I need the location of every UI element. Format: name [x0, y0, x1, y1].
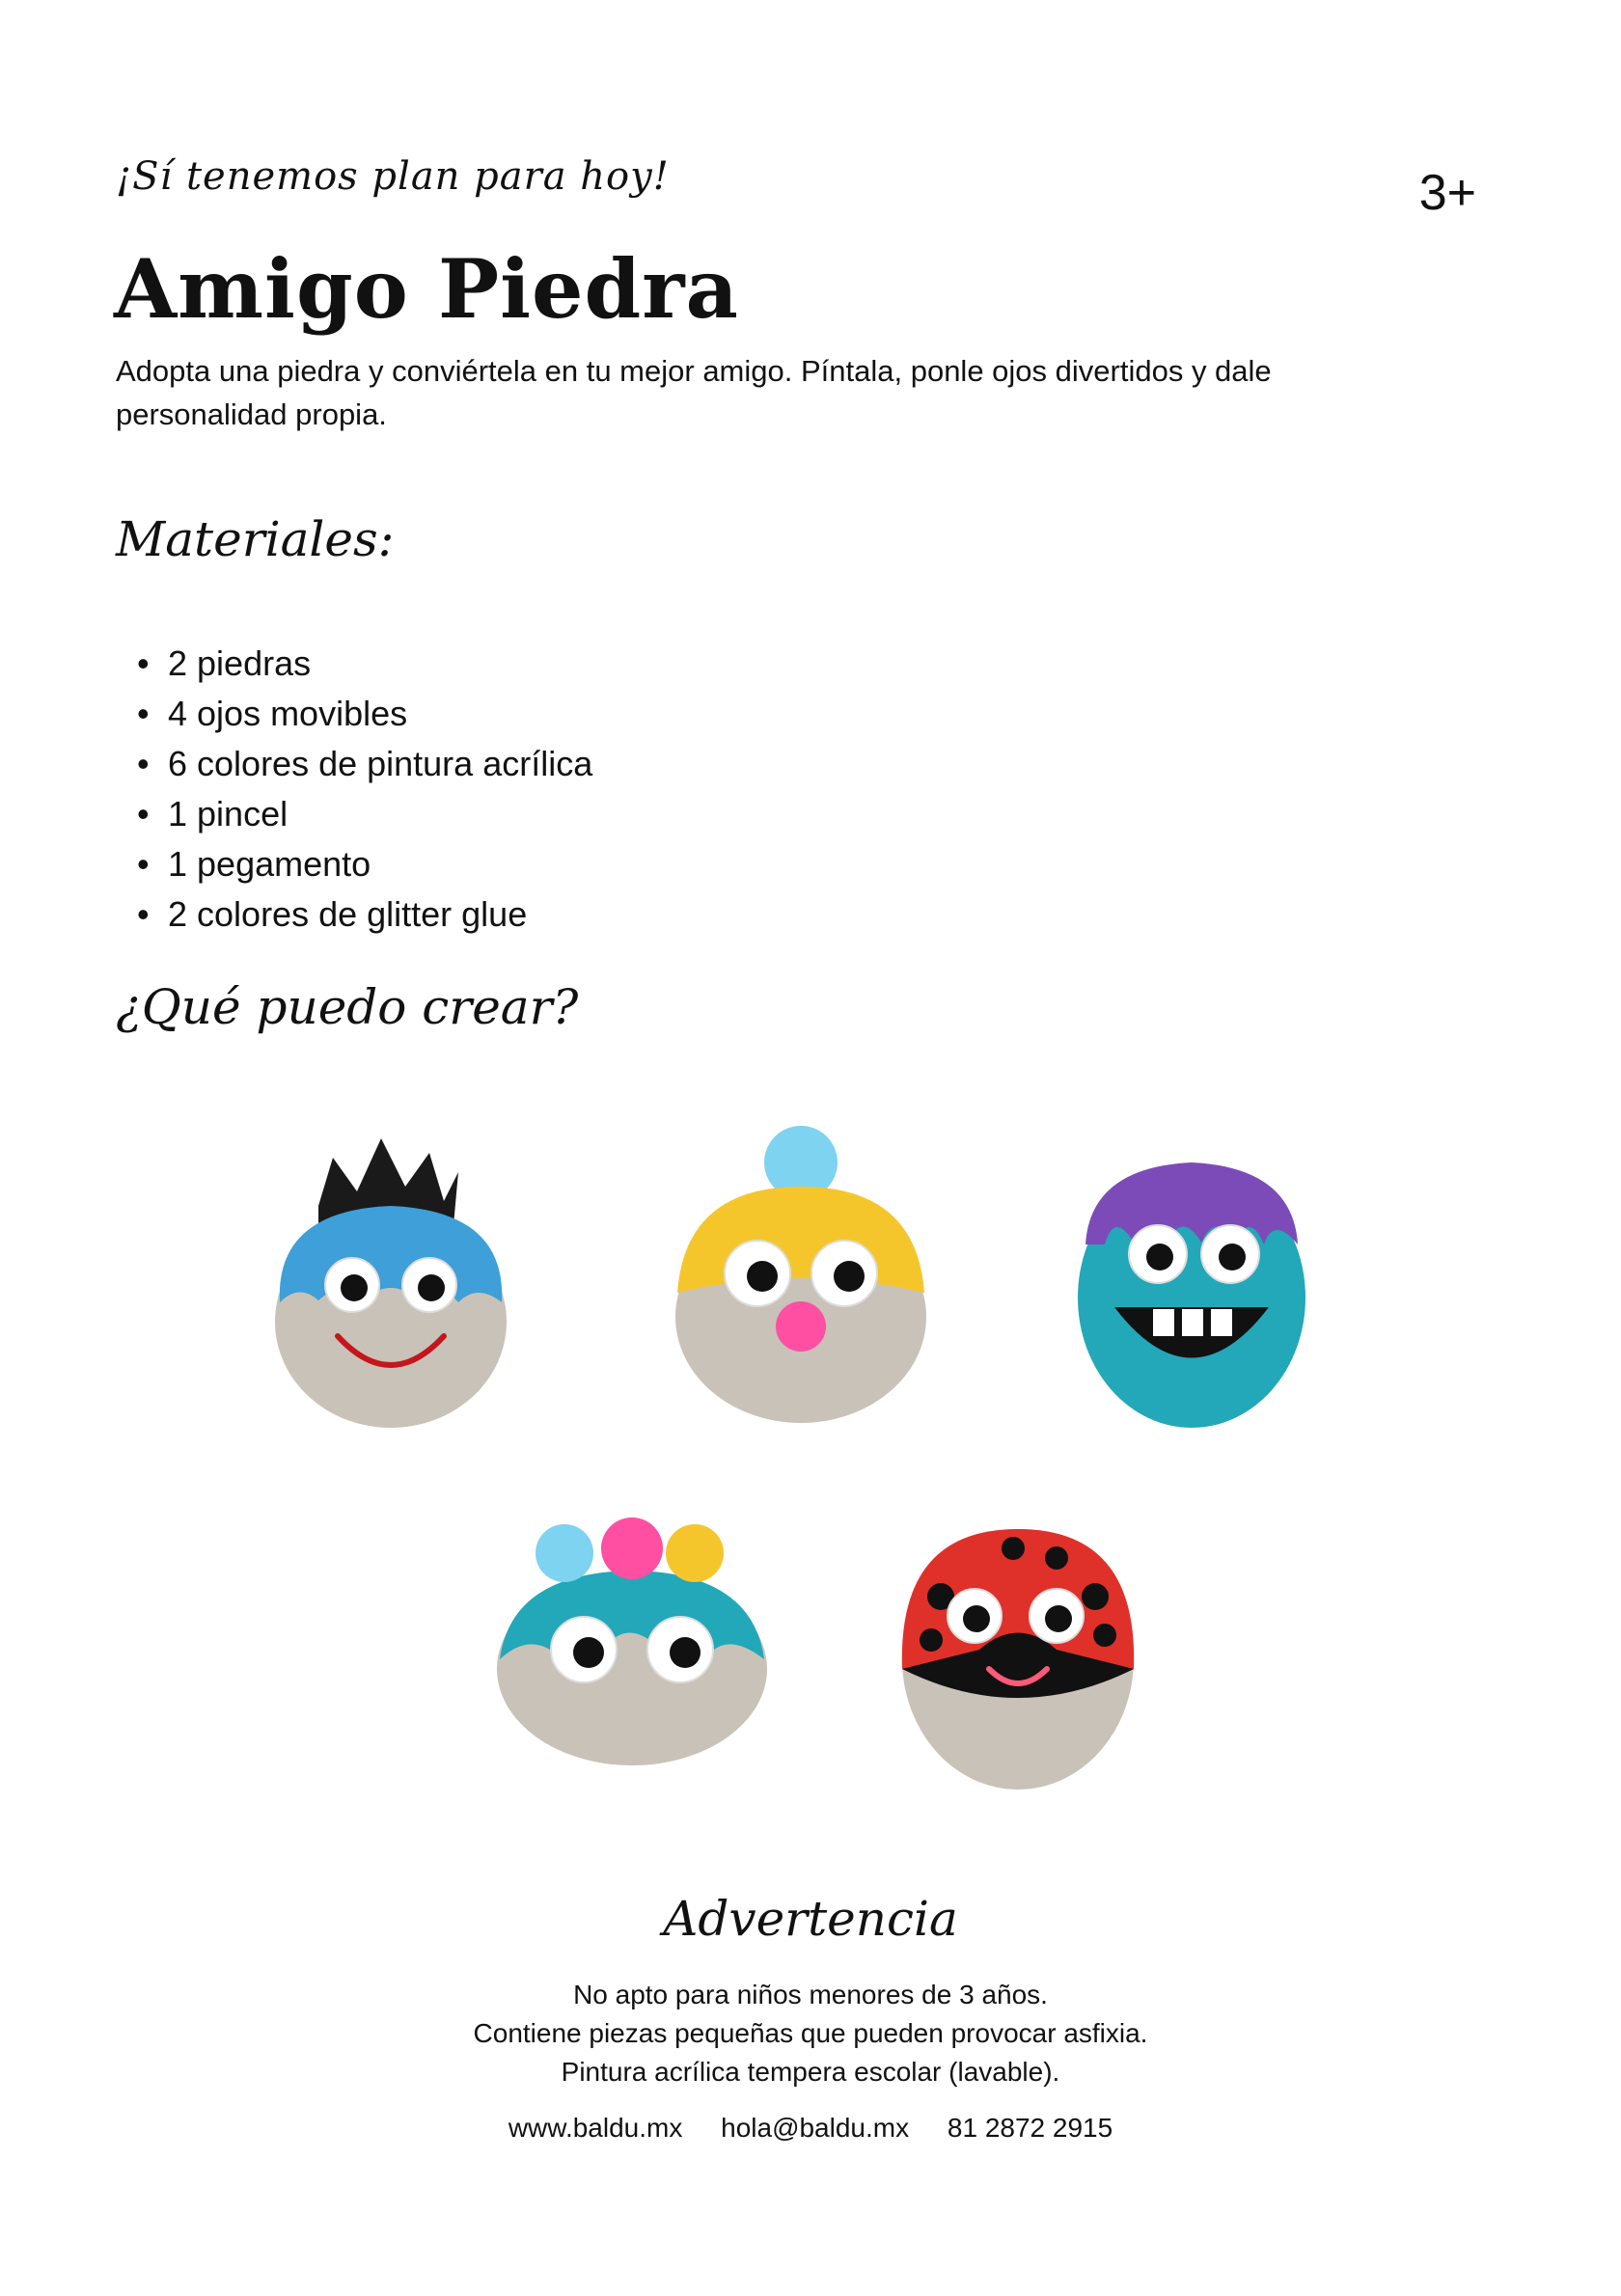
- list-item: [116, 889, 592, 940]
- blue-spiky-hair-rock-image: [261, 1119, 521, 1428]
- contact-row: [0, 2113, 1621, 2144]
- material-label: 4 ojos movibles: [168, 694, 408, 733]
- warning-line: Contiene piezas pequeñas que pueden provocar asfixia.: [473, 2018, 1148, 2048]
- teal-purple-hair-monster-rock-image: [1071, 1119, 1312, 1428]
- material-label: 2 piedras: [168, 643, 312, 683]
- bullet-icon: •: [137, 694, 150, 733]
- materials-list: [116, 639, 592, 940]
- intro-text: Adopta una piedra y conviértela en tu mejor amigo. Píntala, ponle ojos divertidos y dale personalidad propia.: [116, 354, 1272, 431]
- teal-pompom-rock-image: [492, 1505, 772, 1765]
- yellow-pompom-hat-rock-image: [666, 1119, 936, 1428]
- list-item: [116, 639, 592, 689]
- material-label: 2 colores de glitter glue: [168, 894, 528, 934]
- list-item: [116, 839, 592, 889]
- tagline: ¡Sí tenemos plan para hoy!: [116, 154, 670, 199]
- material-label: 1 pincel: [168, 794, 288, 834]
- list-item: [116, 789, 592, 839]
- bullet-icon: •: [137, 794, 150, 834]
- warning-heading: Advertencia: [663, 1891, 958, 1947]
- page-title: Amigo Piedra: [114, 241, 739, 337]
- bullet-icon: •: [137, 643, 150, 683]
- bullet-icon: •: [137, 744, 150, 783]
- material-label: 1 pegamento: [168, 844, 371, 884]
- bullet-icon: •: [137, 844, 150, 884]
- ladybug-rock-image: [897, 1505, 1139, 1794]
- website-link[interactable]: www.baldu.mx: [508, 2113, 683, 2143]
- bullet-icon: •: [137, 894, 150, 934]
- phone-number: 81 2872 2915: [947, 2113, 1113, 2143]
- warning-line: No apto para niños menores de 3 años.: [573, 1980, 1048, 2009]
- list-item: [116, 739, 592, 789]
- age-badge: 3+: [1418, 165, 1476, 221]
- materials-heading: Materiales:: [116, 511, 395, 567]
- material-label: 6 colores de pintura acrílica: [168, 744, 593, 783]
- list-item: [116, 689, 592, 739]
- warning-line: Pintura acrílica tempera escolar (lavable).: [561, 2057, 1060, 2087]
- create-heading: ¿Qué puedo crear?: [116, 979, 579, 1035]
- warning-lines: [0, 1976, 1621, 2091]
- warning-section: [0, 1891, 1621, 2144]
- email-link[interactable]: hola@baldu.mx: [721, 2113, 910, 2143]
